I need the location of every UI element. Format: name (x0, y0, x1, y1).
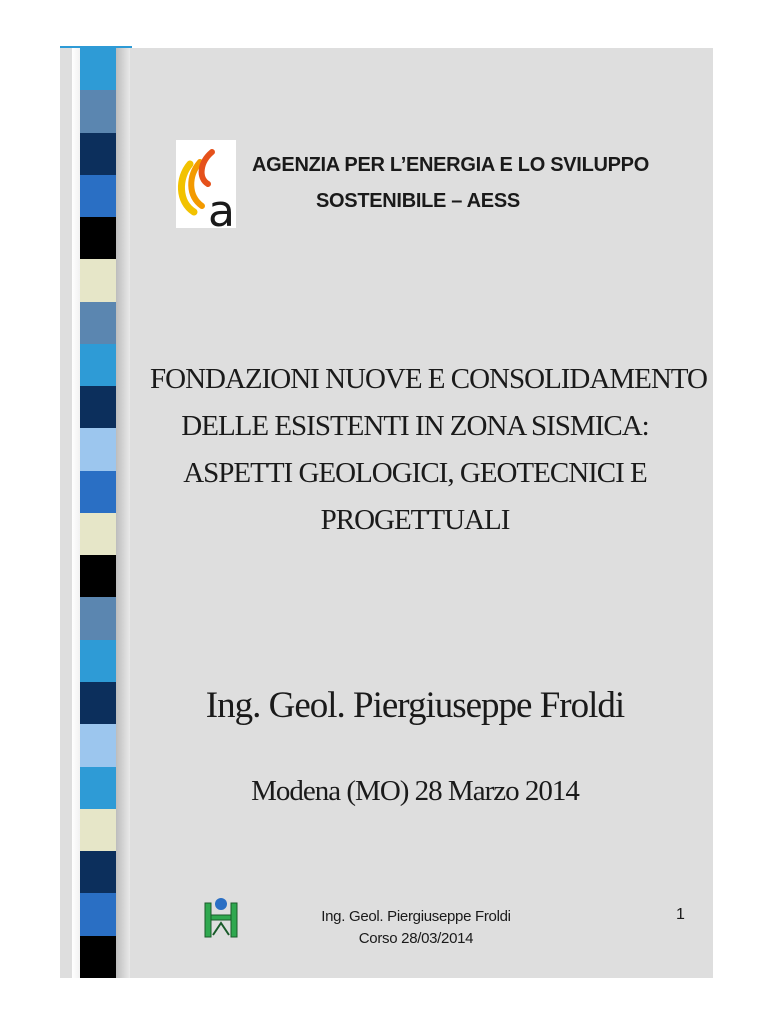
title-line-1: FONDAZIONI NUOVE E CONSOLIDAMENTO (150, 363, 707, 395)
stripe-segment (80, 259, 116, 301)
document-title (150, 356, 707, 544)
stripe-segment (80, 851, 116, 893)
decorative-stripe (80, 48, 116, 978)
footer-author: Ing. Geol. Piergiuseppe Froldi (321, 908, 511, 925)
stripe-segment (80, 682, 116, 724)
stripe-segment (80, 471, 116, 513)
stripe-segment (80, 386, 116, 428)
place-date: Modena (MO) 28 Marzo 2014 (251, 775, 579, 807)
footer-text (300, 906, 532, 950)
author-name: Ing. Geol. Piergiuseppe Froldi (205, 685, 625, 726)
title-line-3: ASPETTI GEOLOGICI, GEOTECNICI E (183, 457, 647, 489)
page-number: 1 (676, 906, 685, 923)
stripe-segment (80, 513, 116, 555)
stripe-segment (80, 344, 116, 386)
title-line-2: DELLE ESISTENTI IN ZONA SISMICA: (181, 410, 649, 442)
agency-name-line-1: AGENZIA PER L’ENERGIA E LO SVILUPPO (252, 154, 649, 176)
stripe-segment (80, 555, 116, 597)
stripe-segment (80, 809, 116, 851)
aess-logo-icon (176, 140, 236, 228)
stripe-segment (80, 90, 116, 132)
stripe-divider (116, 48, 130, 978)
stripe-segment (80, 936, 116, 978)
stripe-segment (80, 767, 116, 809)
stripe-segment (80, 640, 116, 682)
stripe-segment (80, 175, 116, 217)
stripe-segment (80, 893, 116, 935)
title-line-4: PROGETTUALI (320, 504, 510, 536)
svg-text:a: a (208, 186, 235, 228)
stripe-segment (80, 133, 116, 175)
footer-course-date: Corso 28/03/2014 (358, 930, 474, 947)
stripe-segment (80, 48, 116, 90)
stripe-segment (80, 428, 116, 470)
stripe-segment (80, 597, 116, 639)
stripe-segment (80, 217, 116, 259)
agency-name-line-2: SOSTENIBILE – AESS (316, 190, 520, 212)
stripe-segment (80, 302, 116, 344)
stripe-segment (80, 724, 116, 766)
studio-logo-icon (203, 895, 239, 939)
